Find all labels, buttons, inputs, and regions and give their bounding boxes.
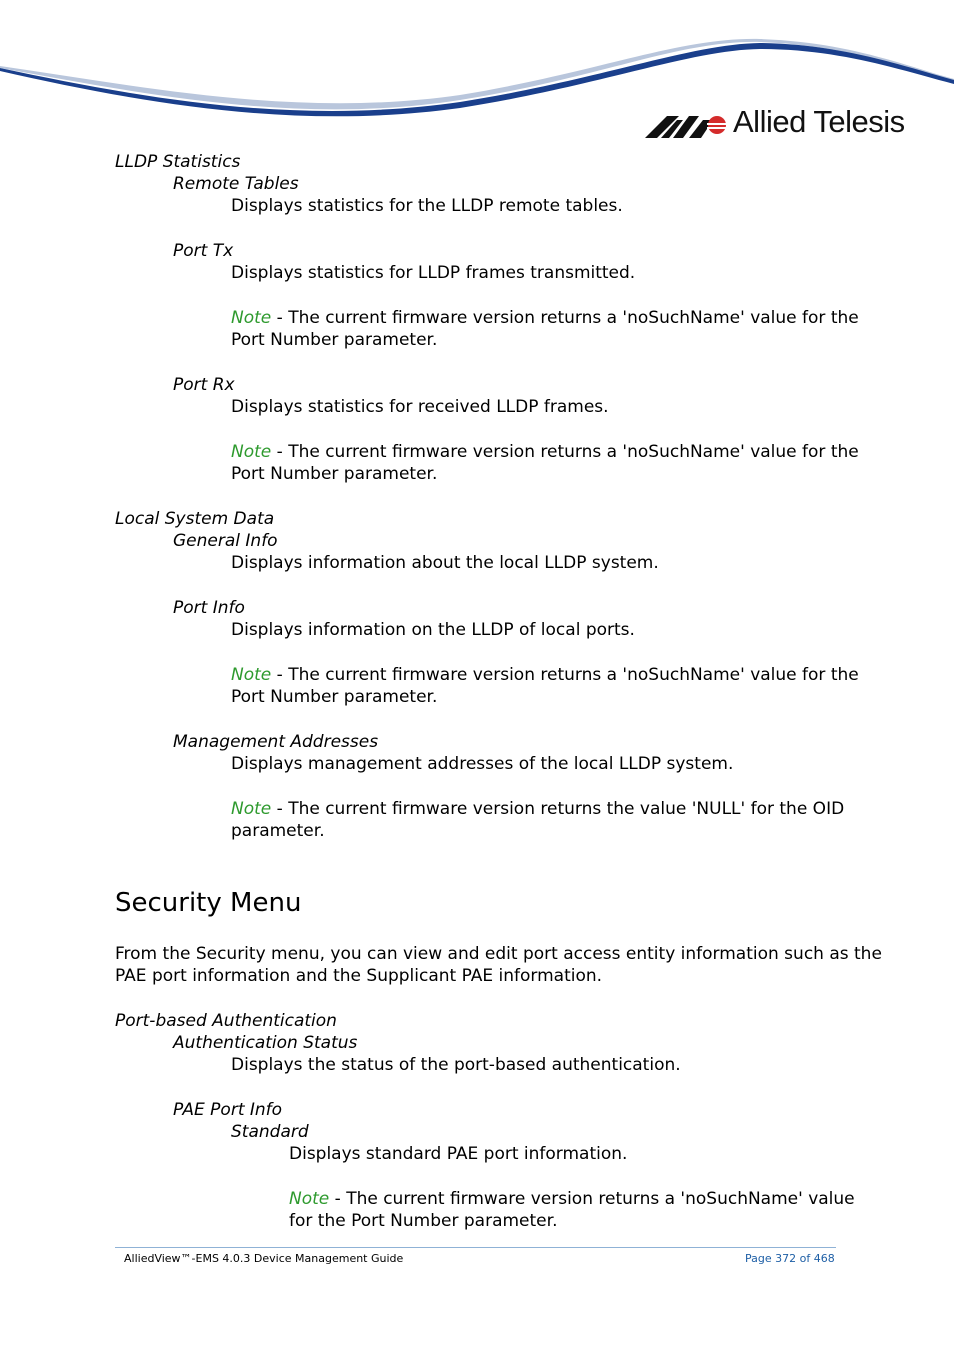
body-text: PAE port information and the Supplicant PAE information. <box>115 966 603 986</box>
note-line <box>231 441 859 463</box>
body-text: Displays management addresses of the local LLDP system. <box>231 754 734 774</box>
body-text: Port Number parameter. <box>231 464 438 484</box>
note-line <box>231 664 859 686</box>
body-text: From the Security menu, you can view and edit port access entity information such as the <box>115 944 882 964</box>
note-line <box>289 1188 855 1210</box>
subheading: Local System Data <box>115 509 275 529</box>
note-line <box>231 798 844 820</box>
subheading: Authentication Status <box>173 1033 358 1053</box>
note-label: Note <box>231 442 272 462</box>
note-label: Note <box>231 665 272 685</box>
note-label: Note <box>289 1189 330 1209</box>
body-text: Displays information on the LLDP of local ports. <box>231 620 635 640</box>
subheading: PAE Port Info <box>173 1100 283 1120</box>
footer-document-title: AlliedView™-EMS 4.0.3 Device Management Guide <box>124 1252 404 1265</box>
body-text: Displays statistics for LLDP frames transmitted. <box>231 263 636 283</box>
subheading: Port Info <box>173 598 245 618</box>
note-text: - The current firmware version returns a 'noSuchName' value <box>329 1189 855 1209</box>
note-label: Note <box>231 799 272 819</box>
logo-mark-icon <box>645 108 729 142</box>
footer-divider <box>115 1247 836 1248</box>
note-text: - The current firmware version returns a 'noSuchName' value for the <box>271 442 859 462</box>
subheading: LLDP Statistics <box>115 152 241 172</box>
body-text: Port Number parameter. <box>231 330 438 350</box>
subheading: Remote Tables <box>173 174 299 194</box>
body-text: Displays statistics for the LLDP remote tables. <box>231 196 623 216</box>
subheading: Port-based Authentication <box>115 1011 337 1031</box>
note-label: Note <box>231 308 272 328</box>
section-heading: Security Menu <box>115 888 302 918</box>
body-text: for the Port Number parameter. <box>289 1211 558 1231</box>
subheading: Standard <box>231 1122 309 1142</box>
body-text: Displays information about the local LLDP system. <box>231 553 659 573</box>
note-text: - The current firmware version returns a 'noSuchName' value for the <box>271 665 859 685</box>
body-text: parameter. <box>231 821 325 841</box>
subheading: Port Rx <box>173 375 235 395</box>
note-text: - The current firmware version returns a 'noSuchName' value for the <box>271 308 859 328</box>
body-text: Displays statistics for received LLDP frames. <box>231 397 609 417</box>
footer-page-number: Page 372 of 468 <box>745 1252 835 1265</box>
subheading: Management Addresses <box>173 732 379 752</box>
note-line <box>231 307 859 329</box>
subheading: Port Tx <box>173 241 234 261</box>
body-text: Displays standard PAE port information. <box>289 1144 628 1164</box>
body-text: Displays the status of the port-based authentication. <box>231 1055 681 1075</box>
allied-telesis-logo <box>645 104 905 148</box>
brand-name: Allied Telesis <box>733 104 905 139</box>
subheading: General Info <box>173 531 278 551</box>
note-text: - The current firmware version returns the value 'NULL' for the OID <box>271 799 845 819</box>
body-text: Port Number parameter. <box>231 687 438 707</box>
